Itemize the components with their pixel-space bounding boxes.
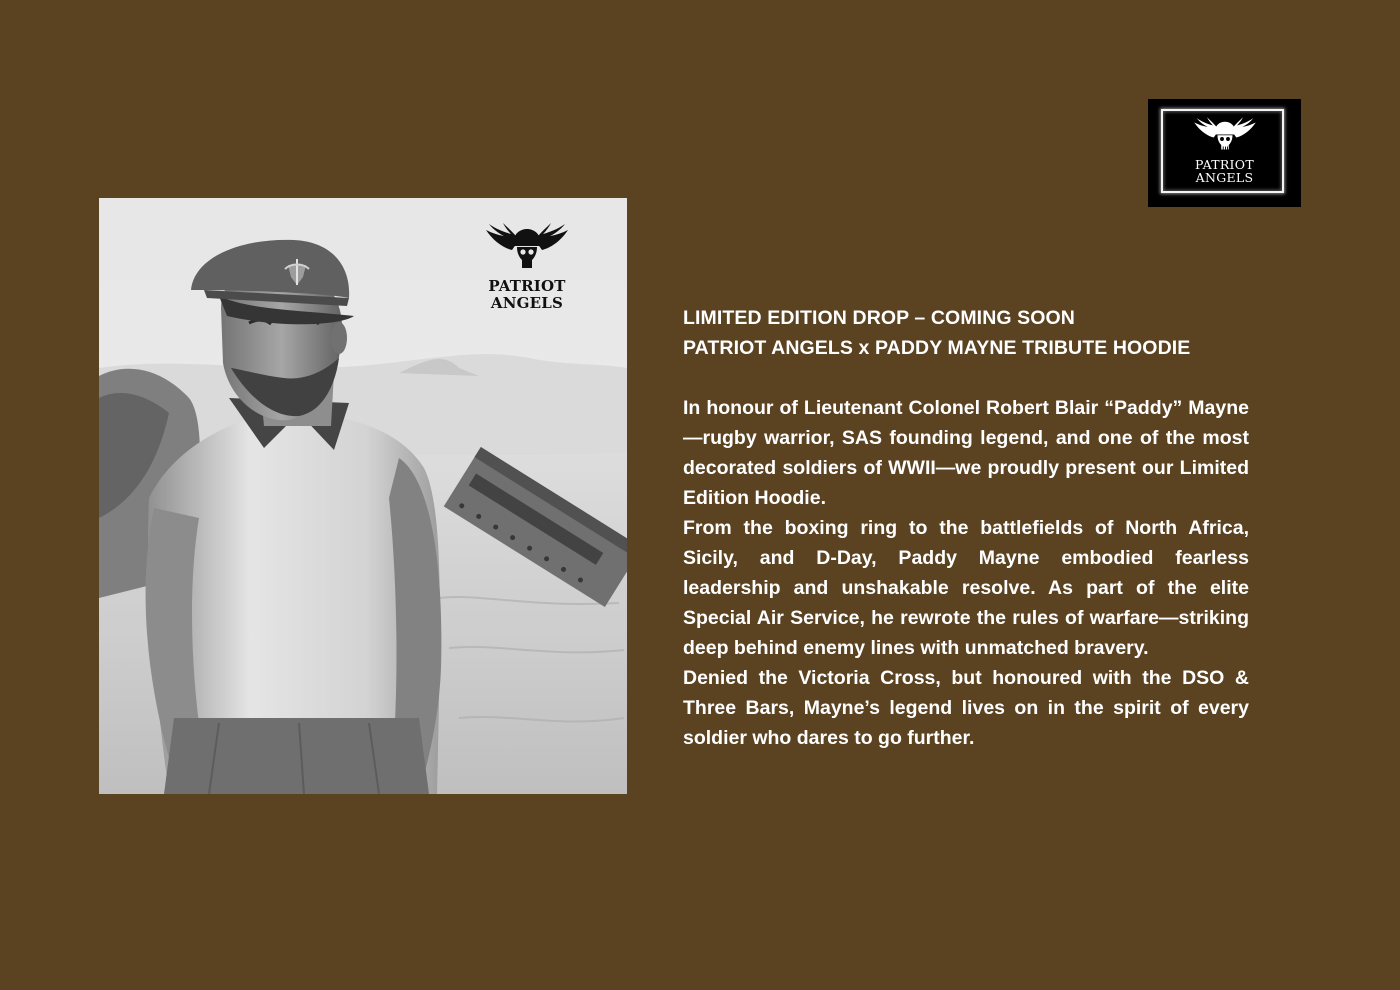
headline-drop: LIMITED EDITION DROP – COMING SOON (683, 307, 1075, 329)
photo-winged-helmet-skull-icon (482, 220, 572, 278)
brand-logo-badge (1148, 99, 1301, 207)
winged-helmet-skull-icon (1191, 115, 1259, 157)
logo-text (1161, 158, 1288, 184)
paddy-mayne-photo (99, 198, 627, 794)
paragraph-history: From the boxing ring to the battlefields of North Africa, Sicily, and D-Day, Paddy Mayne embodied fearless leadership and unshakable resolve. As part of the elite Special Air Service, he rewrote the rules of warfare—striking deep behind enemy lines with unmatched bravery. (683, 517, 1249, 659)
headline-product: PATRIOT ANGELS x PADDY MAYNE TRIBUTE HOODIE (683, 337, 1191, 359)
paragraph-intro: In honour of Lieutenant Colonel Robert Blair “Paddy” Mayne—rugby warrior, SAS founding legend, and one of the most decorated soldiers of WWII—we proudly present our Limited Edition Hoodie. (683, 397, 1249, 509)
paragraph-legacy: Denied the Victoria Cross, but honoured with the DSO & Three Bars, Mayne’s legend lives on in the spirit of every soldier who dares to go further. (683, 667, 1249, 749)
spacer (683, 363, 1249, 393)
photo-logo-text-line-2: ANGELS (490, 294, 564, 312)
logo-text-line-1: PATRIOT (1195, 157, 1254, 172)
logo-text-line-2: ANGELS (1195, 170, 1254, 185)
photo-logo-text (472, 278, 582, 312)
photo-logo-text-line-1: PATRIOT (488, 277, 566, 295)
announcement-text (683, 303, 1249, 753)
